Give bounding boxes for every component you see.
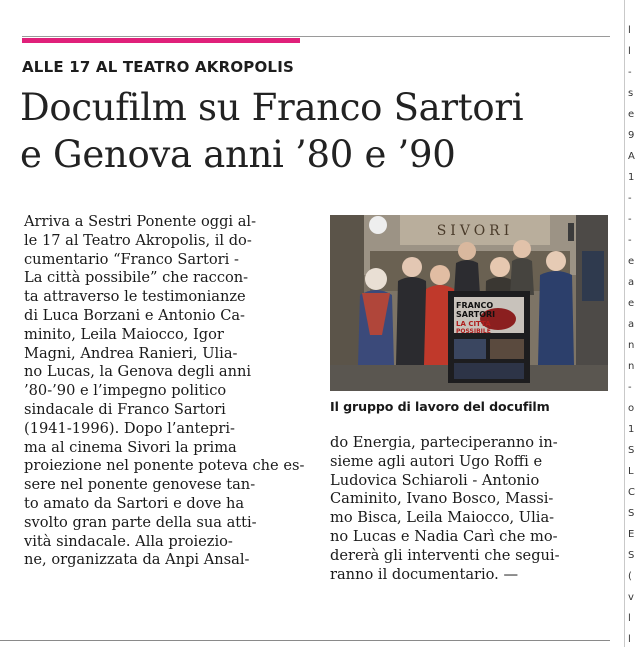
edge-glyph: l (628, 46, 631, 57)
headline-line: e Genova anni ’80 e ’90 (20, 133, 456, 176)
edge-glyph: S (628, 445, 635, 456)
edge-glyph: n (628, 361, 635, 372)
body-line: dererà gli interventi che segui- (330, 546, 560, 564)
body-line: ta attraverso le testimonianze (24, 288, 246, 306)
body-line: no Lucas e Nadia Carì che mo- (330, 527, 558, 545)
body-line: sieme agli autori Ugo Roffi e (330, 452, 543, 470)
edge-glyph: a (628, 319, 635, 330)
edge-glyph: C (628, 487, 635, 498)
body-line: ne, organizzata da Anpi Ansal- (24, 551, 250, 569)
poster-text: SARTORI (456, 310, 496, 319)
edge-glyph: S (628, 550, 635, 561)
edge-glyph: s (628, 88, 634, 99)
edge-glyph: - (628, 382, 632, 393)
edge-glyph: 9 (628, 130, 635, 141)
body-line: mo Bisca, Leila Maiocco, Ulia- (330, 509, 555, 527)
edge-glyph: 1 (628, 424, 635, 435)
body-line: La città possibile” che raccon- (24, 269, 249, 287)
body-line: Caminito, Ivano Bosco, Massi- (330, 490, 554, 508)
headline-line: Docufilm su Franco Sartori (20, 86, 524, 129)
body-line: Ludovica Schiaroli - Antonio (330, 471, 540, 489)
body-line: le 17 al Teatro Akropolis, il do- (24, 231, 252, 249)
body-line: sindacale di Franco Sartori (24, 400, 226, 418)
body-line: di Luca Borzani e Antonio Ca- (24, 306, 245, 324)
body-line: proiezione nel ponente poteva che es- (24, 457, 305, 475)
body-line: sere nel ponente genovese tan- (24, 476, 256, 494)
adjacent-column-divider (624, 0, 625, 647)
kicker: ALLE 17 AL TEATRO AKROPOLIS (22, 58, 294, 76)
edge-glyph: e (628, 109, 635, 120)
body-line: Arriva a Sestri Ponente oggi al- (24, 213, 257, 230)
edge-glyph: L (628, 466, 634, 477)
body-line: svolto gran parte della sua atti- (24, 513, 257, 531)
poster-text: LA CITTÀ (456, 320, 491, 328)
cinema-sign: SIVORI (436, 223, 514, 239)
edge-glyph: l (628, 613, 631, 624)
body-line: ma al cinema Sivori la prima (24, 438, 237, 456)
top-rule (22, 36, 610, 37)
body-column-right (330, 434, 608, 584)
edge-glyph: - (628, 214, 632, 225)
edge-glyph: l (628, 25, 631, 36)
headline (20, 84, 620, 178)
edge-glyph: e (628, 256, 635, 267)
body-line: Magni, Andrea Ranieri, Ulia- (24, 344, 238, 362)
body-line: (1941-1996). Dopo l’antepri- (24, 419, 235, 437)
edge-glyph: S (628, 508, 635, 519)
body-line: no Lucas, la Genova degli anni (24, 363, 252, 381)
body-line: cumentario “Franco Sartori - (24, 250, 239, 268)
body-line: ’80-’90 e l’impegno politico (24, 382, 227, 400)
body-line: minito, Leila Maiocco, Igor (24, 325, 224, 343)
edge-glyph: - (628, 193, 632, 204)
edge-glyph: - (628, 235, 632, 246)
edge-glyph: 1 (628, 172, 635, 183)
body-line: vità sindacale. Alla proiezio- (24, 532, 233, 550)
edge-glyph: a (628, 277, 635, 288)
body-line: ranno il documentario. — (330, 565, 519, 583)
group-photo (330, 215, 608, 391)
edge-glyph: v (628, 592, 634, 603)
edge-glyph: A (628, 151, 635, 162)
photo-caption: Il gruppo di lavoro del docufilm (330, 399, 550, 414)
edge-glyph: l (628, 634, 631, 645)
edge-glyph: - (628, 67, 632, 78)
edge-glyph: ( (628, 571, 632, 582)
body-line: do Energia, parteciperanno in- (330, 434, 558, 451)
edge-glyph: E (628, 529, 635, 540)
adjacent-column-fragment (628, 20, 637, 650)
poster-text: POSSIBILE (456, 328, 491, 335)
edge-glyph: n (628, 340, 635, 351)
edge-glyph: o (628, 403, 635, 414)
body-line: to amato da Sartori e dove ha (24, 494, 245, 512)
section-accent-bar (22, 38, 300, 43)
bottom-rule (0, 640, 610, 641)
edge-glyph: e (628, 298, 635, 309)
poster-text: FRANCO (456, 301, 494, 310)
body-column-left (24, 213, 307, 570)
